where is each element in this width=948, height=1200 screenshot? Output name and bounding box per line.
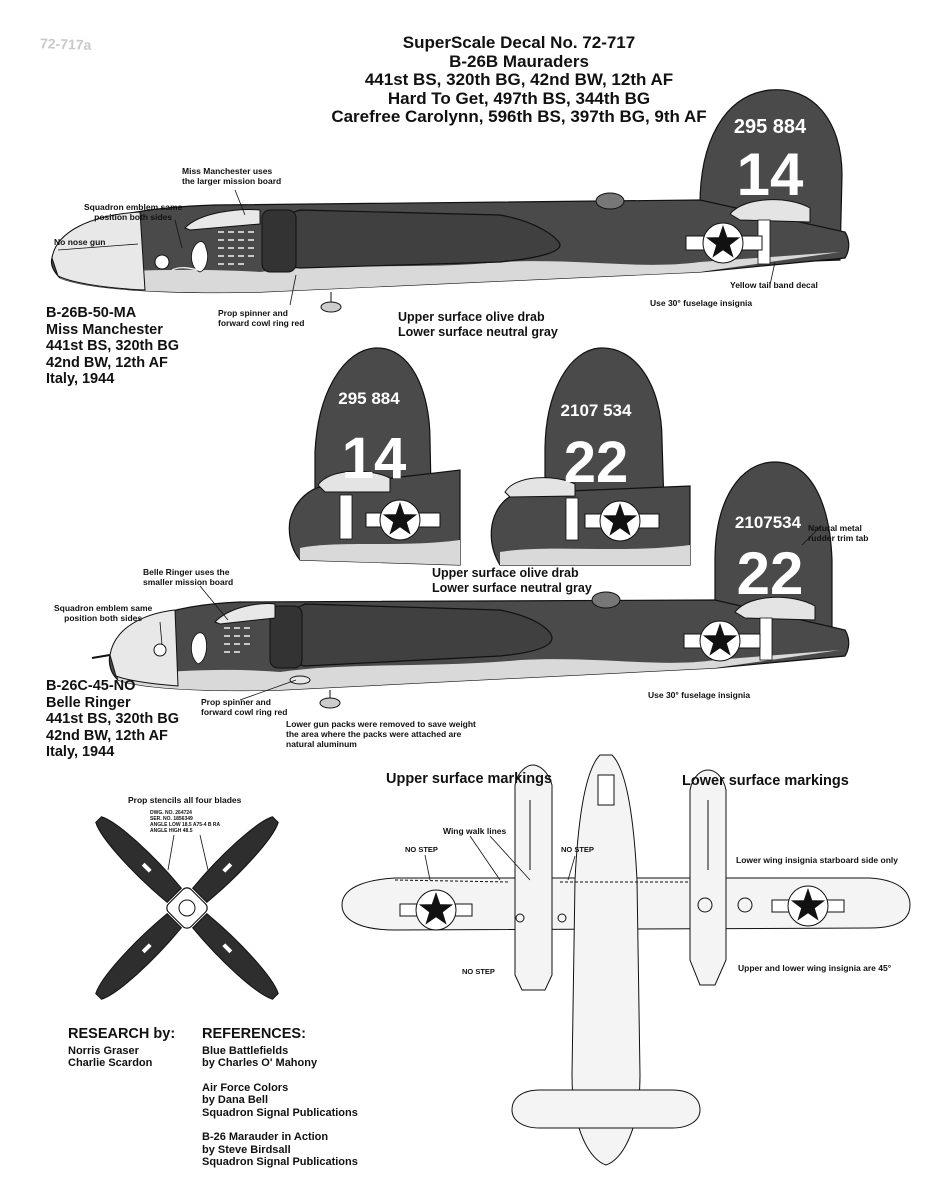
aircraft2-emblem-note: Squadron emblem same position both sides: [54, 603, 153, 623]
tail-view-1-serial: 295 884: [338, 389, 400, 408]
title-line-3: 441st BS, 320th BG, 42nd BW, 12th AF: [364, 70, 674, 89]
ghost-decal-number: 72-717a: [39, 35, 92, 53]
aircraft1-tail-code: 14: [736, 141, 804, 208]
aircraft1-engine-nacelle: [265, 210, 560, 268]
no-step-label-1: NO STEP: [405, 845, 438, 854]
lower-insignia-note: Lower wing insignia starboard side only: [736, 855, 898, 865]
propeller-note: Prop stencils all four blades: [128, 795, 242, 805]
aircraft1-nose-gun-note: No nose gun: [54, 237, 106, 247]
no-step-label-2: NO STEP: [561, 845, 594, 854]
aircraft1-nose-glazing: [52, 212, 145, 290]
aircraft2-tail-band: [760, 618, 772, 660]
aircraft2-mission-board-note: Belle Ringer uses the smaller mission board: [143, 567, 234, 587]
reference-item: Air Force Colors by Dana Bell Squadron Signal Publications: [202, 1081, 358, 1119]
lower-surface-heading: Lower surface markings: [682, 773, 849, 789]
references-heading: REFERENCES:: [202, 1026, 306, 1042]
aircraft1-mission-board-note: Miss Manchester uses the larger mission board: [182, 166, 282, 186]
aircraft2-gun-packs-note: Lower gun packs were removed to save weight the area where the packs were attached are natural aluminum: [286, 719, 476, 749]
aircraft1-cowl: [262, 210, 296, 272]
aircraft1-tail-band-note: Yellow tail band decal: [730, 280, 818, 290]
aircraft2-tail-serial: 2107534: [734, 513, 802, 532]
aircraft1-insignia-note: Use 30° fuselage insignia: [650, 298, 753, 308]
aircraft1-nose-gear: [321, 302, 341, 312]
researcher-name: Norris Graser: [68, 1044, 139, 1057]
title-line-1: SuperScale Decal No. 72-717: [402, 33, 636, 52]
aircraft2-prop-spinner-note: Prop spinner and forward cowl ring red: [201, 697, 288, 717]
aircraft2-tail-code: 22: [736, 540, 804, 607]
reference-item: Blue Battlefields by Charles O' Mahony: [202, 1044, 318, 1069]
title-line-5: Carefree Carolynn, 596th BS, 397th BG, 9th AF: [331, 107, 707, 126]
aircraft2-paint-note: Upper surface olive drab Lower surface neutral gray: [432, 566, 592, 595]
aircraft1-emblem-note: Squadron emblem same position both sides: [84, 202, 183, 222]
aircraft2-insignia-note: Use 30° fuselage insignia: [648, 690, 751, 700]
propeller-stencil: DWG. NO. 264724 SER. NO. 1856349 ANGLE LOW 18.5 A75-4 B RA ANGLE HIGH 48.5: [150, 810, 221, 834]
no-step-label-3: NO STEP: [462, 967, 495, 976]
insignia-angle-note: Upper and lower wing insignia are 45°: [738, 963, 892, 973]
aircraft2-nose-gear: [320, 698, 340, 708]
aircraft2-gun-pack-area: [290, 676, 310, 684]
title-line-2: B-26B Mauraders: [449, 51, 589, 71]
aircraft1-prop-spinner-note: Prop spinner and forward cowl ring red: [218, 308, 305, 328]
propeller-drawing: [90, 811, 284, 1005]
researcher-name: Charlie Scardon: [68, 1057, 153, 1069]
tail-view-1-code: 14: [341, 426, 407, 491]
planform-drawing: [342, 755, 910, 1165]
aircraft2-nose-gun: [92, 655, 110, 658]
references-list: [202, 1028, 358, 1181]
aircraft2-trim-tab-note: Natural metal rudder trim tab: [808, 523, 869, 543]
research-credits: [68, 1028, 175, 1070]
aircraft1-paint-note: Upper surface olive drab Lower surface neutral gray: [398, 310, 558, 339]
title-line-4: Hard To Get, 497th BS, 344th BG: [387, 88, 651, 108]
upper-surface-heading: Upper surface markings: [386, 771, 553, 787]
aircraft1-dorsal-turret: [596, 193, 624, 209]
aircraft2-caption: B-26C-45-NO Belle Ringer 441st BS, 320th BG 42nd BW, 12th AF Italy, 1944: [46, 678, 179, 760]
tail-view-2-code: 22: [563, 430, 629, 495]
aircraft1-tail-serial: 295 884: [733, 116, 807, 138]
wing-walk-note: Wing walk lines: [443, 826, 507, 836]
aircraft2-dorsal-turret: [592, 592, 620, 608]
research-heading: RESEARCH by:: [68, 1026, 176, 1042]
tail-view-2-serial: 2107 534: [560, 401, 632, 420]
reference-item: B-26 Marauder in Action by Steve Birdsall Squadron Signal Publications: [202, 1131, 358, 1168]
aircraft1-caption: B-26B-50-MA Miss Manchester 441st BS, 320th BG 42nd BW, 12th AF Italy, 1944: [46, 305, 179, 387]
